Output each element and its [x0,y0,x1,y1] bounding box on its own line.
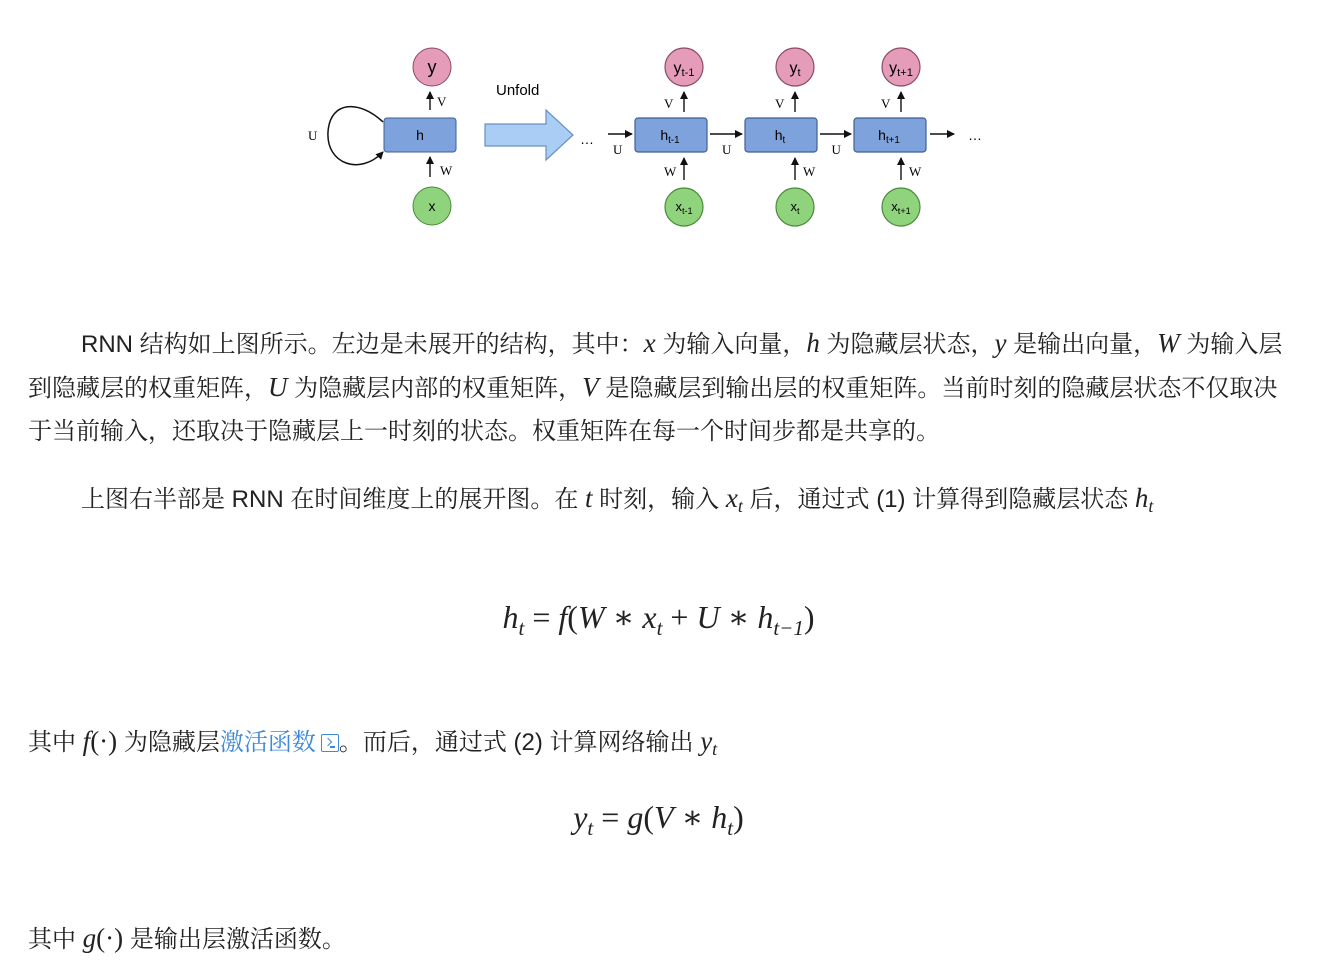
eq-lhs: h [502,599,519,635]
input-node-label: x [428,198,436,214]
folded-rnn [308,48,456,225]
recurrent-weight-label-0: U [613,142,623,157]
text: RNN 结构如上图所示。左边是未展开的结构，其中： [81,331,644,358]
math-h: h [1134,483,1149,513]
paragraph-activation [28,720,1298,764]
out-weight-label: V [664,96,674,111]
step-0 [635,48,742,226]
ellipsis-left: … [580,131,594,147]
math-V: V [582,372,599,402]
input-node-label: $x_{t-1}$ [675,199,693,216]
text: 时刻，输入 [592,486,726,513]
math-h: h [806,328,820,358]
eq-h: h [757,599,774,635]
eq-x: x [642,599,657,635]
text: 后，通过式 (1) 计算得到隐藏层状态 [742,486,1135,513]
recurrent-weight-label: U [831,142,841,157]
paragraph-rnn-structure [28,322,1298,453]
text: 是输出层激活函数。 [123,926,346,953]
hidden-node-label: $h_{t+1}$ [878,127,900,146]
link-text[interactable]: 激活函数 [219,729,316,756]
rnn-diagram [300,40,1000,240]
output-node-label: y [427,57,437,77]
paragraph-output-activation [28,917,1298,961]
eq-op: ∗ [612,599,635,635]
output-node-label: yt-1 [673,60,695,79]
text: 为输入向量， [655,331,807,358]
unfold-arrow-icon [485,110,573,160]
math-x: x [643,328,656,358]
math-args: (·) [90,726,118,756]
unfold-label: Unfold [496,82,540,99]
loop-weight-label: U [308,128,318,143]
eq-op: ∗ [681,799,704,835]
step-1 [745,48,851,226]
paragraph-unfolded [28,477,1298,564]
text: 其中 [28,729,83,756]
text: 为隐藏层 [117,729,220,756]
step-2 [854,48,926,226]
eq-V: V [653,799,674,835]
eq-equals: = [601,799,620,835]
eq-sub: t [727,816,734,840]
input-node-label: $x_{t+1}$ [891,199,911,216]
loop-arrow [328,107,383,165]
eq-paren: ( [567,599,578,635]
eq-g: g [627,799,644,835]
input-node-label: $x_t$ [790,199,800,216]
math-y: y [700,726,713,756]
math-sub: t [1148,496,1154,516]
text: 上图右半部是 RNN 在时间维度上的展开图。在 [81,486,585,513]
math-sub: t [712,739,718,759]
text: 是输出向量， [1006,331,1158,358]
eq-f: f [558,599,568,635]
text: 为输入层到隐藏层的权重矩阵， [28,331,1283,402]
output-node-label: yt+1 [889,60,913,79]
text: 为隐藏层状态， [819,331,995,358]
text: 。而后，通过式 (2) 计算网络输出 [338,729,701,756]
out-weight-label: V [775,96,785,111]
math-t: t [585,483,593,513]
equation-2 [0,798,1317,840]
eq-U: U [696,599,720,635]
hidden-node-label: $h_t$ [774,127,786,146]
hidden-node-label: h [416,127,424,143]
math-W: W [1157,328,1180,358]
eq-W: W [577,599,605,635]
eq-paren: ) [803,599,815,635]
external-link-icon[interactable] [321,734,339,752]
eq-sub: t [656,616,663,640]
eq-sub: t [518,616,525,640]
recurrent-weight-label: U [722,142,732,157]
eq-sub: t [587,816,594,840]
in-weight-label: W [664,164,677,179]
math-x: x [725,483,738,513]
text: 是隐藏层到输出层的权重矩阵。当前时刻的隐藏层状态不仅取决于当前输入，还取决于隐藏层上一时刻的状态。权重矩阵在每一个时间步都是共享的。 [28,375,1278,445]
eq-op: ∗ [727,599,750,635]
in-weight-label: W [440,163,453,178]
eq-paren: ( [643,799,654,835]
math-sub: t [737,496,743,516]
in-weight-label: W [803,164,816,179]
in-weight-label: W [909,164,922,179]
text: 其中 [28,926,83,953]
unfolded-steps [635,48,926,226]
math-U: U [268,372,288,402]
eq-h: h [711,799,728,835]
out-weight-label: V [881,96,891,111]
hidden-node-label: $h_{t-1}$ [660,127,680,146]
math-args: (·) [96,923,124,953]
text: 为隐藏层内部的权重矩阵， [287,375,583,402]
output-node-label: yt [789,60,801,79]
math-y: y [994,328,1007,358]
activation-function-link[interactable] [220,729,339,756]
math-f: f [82,726,91,756]
eq-plus: + [670,599,689,635]
eq-lhs: y [573,799,588,835]
ellipsis-right: … [968,127,982,143]
equation-1 [0,598,1317,640]
out-weight-label: V [437,94,447,109]
math-g: g [82,923,97,953]
eq-sub: t−1 [773,616,804,640]
eq-paren: ) [733,799,744,835]
eq-equals: = [532,599,551,635]
